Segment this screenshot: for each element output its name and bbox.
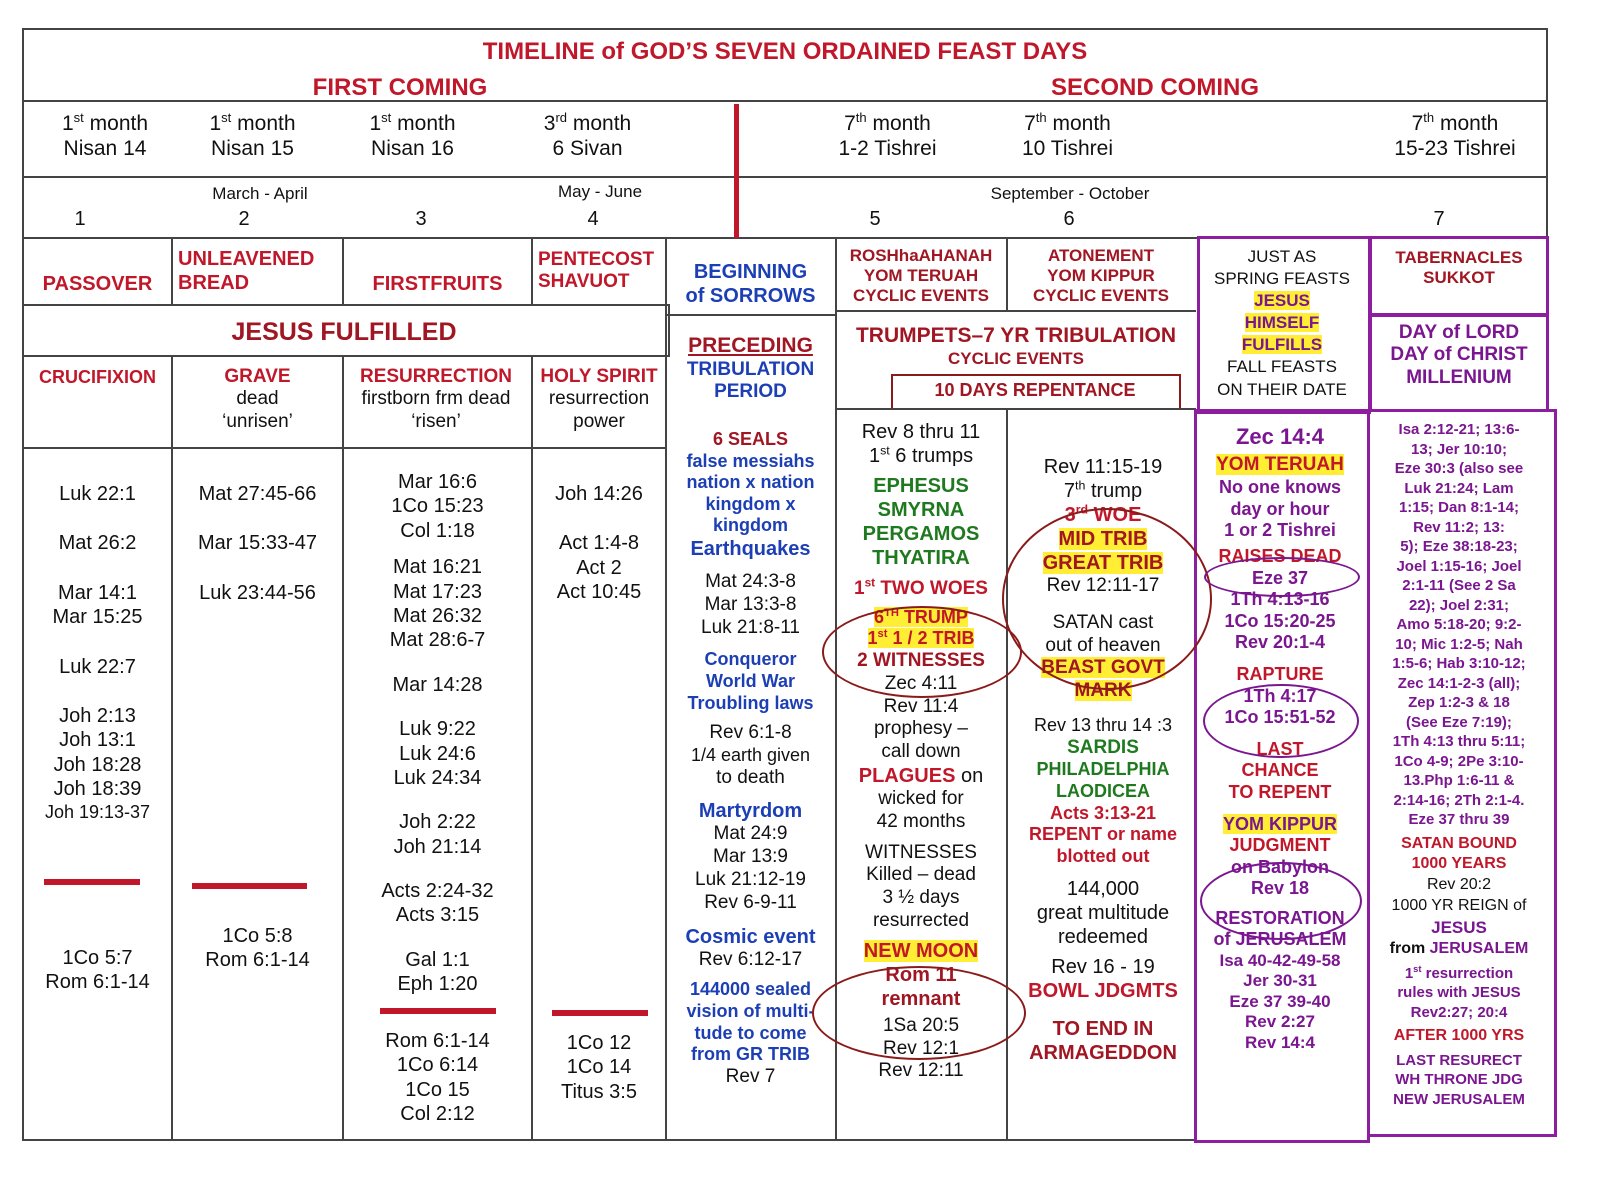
feast-atonement: ATONEMENT YOM KIPPUR CYCLIC EVENTS bbox=[1032, 246, 1170, 306]
oval-judgment bbox=[1200, 862, 1362, 940]
season-summer: May - June bbox=[557, 182, 643, 201]
event-crucifixion: CRUCIFIXION bbox=[39, 367, 156, 387]
feast-pentecost: PENTECOST SHAVUOT bbox=[538, 249, 655, 293]
season-spring: March - April bbox=[212, 184, 308, 203]
col3-refs: Mar 16:6 1Co 15:23 Col 1:18 Mat 16:21 Mat 17:23 Mat 26:32 Mat 28:6-7 Mar 14:28 Luk 9:22 Luk 24:6 Luk 24:34 Joh 2:22 Joh 21:14 Acts 2:24-32 Acts 3:15 Gal 1:1 Eph 1:20 bbox=[381, 471, 494, 996]
second-coming-label: SECOND COMING bbox=[1050, 74, 1259, 101]
col6-content: Rev 8 thru 11 1st 6 trumps EPHESUS SMYRNA PERGAMOS THYATIRA 1st TWO WOES 6TH TRUMP 1st 1 / 2 TRIB 2 WITNESSES Zec 4:11 Rev 11:4 prophesy – call down PLAGUES on wicked for 42 months WITNESSES Killed – dead 3 ½ days resurrected NEW MOON Rom 11 remnant 1Sa 20:5 Rev 12:1 Rev 12:11 bbox=[854, 421, 988, 1082]
feast-number-7: 7 bbox=[1433, 208, 1445, 230]
feast-tabernacles: TABERNACLES SUKKOT bbox=[1395, 248, 1523, 288]
preceding-top bbox=[666, 314, 836, 316]
col8-content: Zec 14:4 YOM TERUAH No one knows day or hour 1 or 2 Tishrei RAISES DEAD Eze 37 1Th 4:13-16 1Co 15:20-25 Rev 20:1-4 RAPTURE 1Th 4:17 1Co 15:51-52 LAST CHANCE TO REPENT YOM KIPPUR JUDGMENT on Babylon Rev 18 RESTORATION of JERUSALEM Isa 40-42-49-58 Jer 30-31 Eze 37 39-40 Rev 2:27 Rev 14:4 bbox=[1213, 424, 1347, 1052]
event-resurrection: RESURRECTION firstborn frm dead ‘risen’ bbox=[359, 366, 512, 432]
events-bottom bbox=[22, 447, 666, 449]
outer-top bbox=[22, 28, 1548, 30]
col3-divider-bar bbox=[380, 1008, 496, 1014]
col4-after: 1Co 12 1Co 14 Titus 3:5 bbox=[561, 1032, 637, 1103]
feast-number-5: 5 bbox=[869, 208, 881, 230]
trumpets-bottom bbox=[836, 408, 1196, 410]
col-line-1b bbox=[171, 356, 173, 1140]
jesus-fulfilled: JESUS FULFILLED bbox=[231, 318, 457, 346]
center-divider bbox=[734, 104, 739, 238]
oval-mid-trib-great bbox=[1002, 508, 1212, 690]
event-grave: GRAVE dead ‘unrisen’ bbox=[222, 366, 293, 432]
month-4: 3rd month 6 Sivan bbox=[543, 110, 632, 160]
col2-divider-bar bbox=[192, 883, 307, 889]
feast-number-3: 3 bbox=[415, 208, 427, 230]
month-2: 1st month Nisan 15 bbox=[209, 110, 296, 160]
jesus-fulfilled-bottom bbox=[22, 355, 670, 357]
oval-mid-trib-6th bbox=[822, 606, 1022, 698]
preceding-tribulation: PRECEDING TRIBULATION PERIOD bbox=[686, 334, 815, 403]
month-1: 1st month Nisan 14 bbox=[61, 110, 149, 160]
col-line-3b bbox=[531, 356, 533, 1140]
feast-number-1: 1 bbox=[74, 208, 86, 230]
feast-number-4: 4 bbox=[587, 208, 599, 230]
month-7: 7th month 15-23 Tishrei bbox=[1394, 110, 1516, 160]
trumpets-tribulation: TRUMPETS–7 YR TRIBULATION CYCLIC EVENTS bbox=[855, 324, 1177, 368]
month-6: 7th month 10 Tishrei bbox=[1021, 110, 1114, 160]
outer-bottom bbox=[22, 1139, 1196, 1141]
just-as-text: JUST AS SPRING FEASTS JESUS HIMSELF FULFILLS FALL FEASTS ON THEIR DATE bbox=[1213, 247, 1351, 399]
feast-number-2: 2 bbox=[238, 208, 250, 230]
beginning-of-sorrows: BEGINNING of SORROWS bbox=[685, 261, 816, 307]
col9-content: Isa 2:12-21; 13:6- 13; Jer 10:10; Eze 30:3 (also see Luk 21:24; Lam 1:15; Dan 8:1-14; Rev 11:2; 13: 5); Eze 38:18-23; Joel 1:15-16; Joel 2:1-11 (See 2 Sa 22); Joel 2:31; Amo 5:18-20; 9:2- 10; Mic 1:2-5; Nah 1:5-6; Hab 3:10-12; Zec 14:1-2-3 (all); Zep 1:2-3 & 18 (See Eze 7:19); 1Th 4:13 thru 5:11; 1Co 4-9; 2Pe 3:10- 13.Php 1:6-11 & 2:14-16; 2Th 2:1-4. Eze 37 thru 39 SATAN BOUND 1000 YEARS Rev 20:2 1000 YR REIGN of JESUS from JERUSALEM 1st resurrection rules with JESUS Rev2:27; 20:4 AFTER 1000 YRS LAST RESURECT WH THRONE JDG NEW JERUSALEM bbox=[1389, 421, 1529, 1108]
col5-content: 6 SEALS false messiahs nation x nation kingdom x kingdom Earthquakes Mat 24:3-8 Mar 13:3-8 Luk 21:8-11 Conqueror World War Troubling laws Rev 6:1-8 1/4 earth given to death Martyrdom Mat 24:9 Mar 13:9 Luk 21:12-19 Rev 6-9-11 Cosmic event Rev 6:12-17 144000 sealed vision of multi- tude to come from GR TRIB Rev 7 bbox=[685, 429, 816, 1087]
col4-divider-bar bbox=[552, 1010, 648, 1016]
col1-refs: Luk 22:1 Mat 26:2 Mar 14:1 Mar 15:25 Luk 22:7 Joh 2:13 Joh 13:1 Joh 18:28 Joh 18:39 Joh 19:13-37 bbox=[44, 483, 151, 822]
oval-rapture bbox=[1203, 684, 1359, 758]
day-of-lord: DAY of LORD DAY of CHRIST MILLENIUM bbox=[1390, 322, 1528, 388]
event-holy-spirit: HOLY SPIRIT resurrection power bbox=[540, 366, 658, 432]
feast-number-6: 6 bbox=[1063, 208, 1075, 230]
col3-after: Rom 6:1-14 1Co 6:14 1Co 15 Col 2:12 bbox=[385, 1030, 490, 1126]
col-line-1 bbox=[171, 238, 173, 304]
ten-days-repentance: 10 DAYS REPENTANCE bbox=[934, 380, 1136, 400]
feast-rosh: ROSHhaAHANAH YOM TERUAH CYCLIC EVENTS bbox=[849, 246, 993, 306]
feast-firstfruits: FIRSTFRUITS bbox=[372, 273, 503, 295]
row-line-2 bbox=[22, 176, 1548, 178]
page-title: TIMELINE of GOD’S SEVEN ORDAINED FEAST DAYS bbox=[482, 38, 1088, 65]
col1-after: 1Co 5:7 Rom 6:1-14 bbox=[45, 947, 150, 994]
month-3: 1st month Nisan 16 bbox=[369, 110, 456, 160]
oval-raises-dead bbox=[1204, 557, 1360, 597]
season-fall: September - October bbox=[990, 184, 1150, 203]
month-5: 7th month 1-2 Tishrei bbox=[838, 110, 937, 160]
oval-new-moon bbox=[812, 966, 1026, 1060]
col2-after: 1Co 5:8 Rom 6:1-14 bbox=[205, 925, 310, 972]
feast-passover: PASSOVER bbox=[42, 273, 153, 295]
col-line-3 bbox=[531, 238, 533, 304]
first-coming-label: FIRST COMING bbox=[312, 74, 488, 101]
col4-refs: Joh 14:26 Act 1:4-8 Act 2 Act 10:45 bbox=[555, 483, 643, 604]
feast-unleavened: UNLEAVENED BREAD bbox=[178, 248, 315, 294]
rosh-bottom bbox=[836, 310, 1196, 312]
jesus-fulfilled-top bbox=[22, 304, 670, 306]
col7-content: Rev 11:15-19 7th trump 3rd WOE MID TRIB GREAT TRIB Rev 12:11-17 SATAN cast out of heaven BEAST GOVT MARK Rev 13 thru 14 :3 SARDIS PHILADELPHIA LAODICEA Acts 3:13-21 REPENT or name blotted out 144,000 great multitude redeemed Rev 16 - 19 BOWL JDGMTS TO END IN ARMAGEDDON bbox=[1028, 456, 1178, 1065]
col2-refs: Mat 27:45-66 Mar 15:33-47 Luk 23:44-56 bbox=[198, 483, 317, 604]
col1-divider-bar bbox=[44, 879, 140, 885]
